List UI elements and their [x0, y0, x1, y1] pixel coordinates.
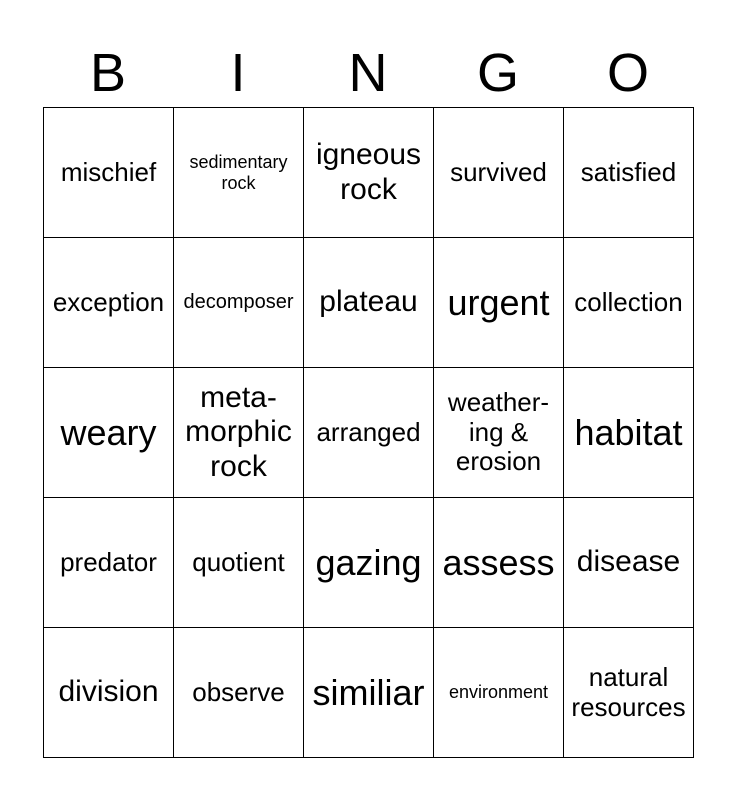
bingo-cell[interactable]: [173, 497, 304, 628]
header-letter-n: N: [348, 43, 388, 103]
bingo-header: [43, 40, 693, 106]
bingo-cell[interactable]: [173, 107, 304, 238]
cell-label: habitat: [574, 411, 683, 453]
bingo-cell[interactable]: [173, 367, 304, 498]
cell-label: gazing: [315, 541, 422, 583]
header-letter-b: B: [89, 43, 127, 103]
bingo-cell[interactable]: [563, 107, 694, 238]
cell-label: collection: [574, 286, 683, 317]
cell-label: survived: [450, 156, 547, 187]
cell-label: environment: [448, 682, 549, 703]
cell-label: urgent: [447, 281, 550, 323]
bingo-cell[interactable]: [563, 627, 694, 758]
cell-label: disease: [576, 545, 681, 579]
cell-label: weary: [60, 411, 157, 453]
header-letter-i: I: [230, 43, 246, 103]
bingo-cell[interactable]: [173, 237, 304, 368]
header-letter-g: G: [476, 43, 519, 103]
cell-label: sedimentary rock: [189, 151, 288, 193]
cell-label: natural resources: [571, 661, 686, 722]
bingo-cell[interactable]: [303, 497, 434, 628]
cell-label: observe: [192, 676, 285, 707]
bingo-board: [43, 107, 693, 757]
bingo-cell[interactable]: [563, 497, 694, 628]
bingo-cell[interactable]: [563, 237, 694, 368]
cell-label: igneous rock: [315, 138, 422, 206]
bingo-cell[interactable]: [43, 497, 174, 628]
cell-label: assess: [442, 541, 555, 583]
bingo-cell[interactable]: [303, 627, 434, 758]
bingo-cell[interactable]: [433, 367, 564, 498]
cell-label: meta- morphic rock: [185, 381, 292, 483]
cell-label: arranged: [316, 416, 421, 447]
bingo-cell[interactable]: [433, 107, 564, 238]
cell-label: plateau: [319, 285, 418, 319]
header-letter-o: O: [606, 43, 649, 103]
bingo-cell[interactable]: [43, 367, 174, 498]
bingo-cell[interactable]: [433, 497, 564, 628]
bingo-cell[interactable]: [303, 107, 434, 238]
bingo-cell[interactable]: [433, 237, 564, 368]
cell-label: predator: [60, 546, 157, 577]
bingo-cell[interactable]: [433, 627, 564, 758]
cell-label: similiar: [312, 671, 425, 713]
bingo-cell[interactable]: [563, 367, 694, 498]
cell-label: satisfied: [580, 156, 677, 187]
bingo-cell[interactable]: [303, 237, 434, 368]
cell-label: division: [58, 675, 159, 709]
bingo-cell[interactable]: [43, 237, 174, 368]
bingo-cell[interactable]: [43, 107, 174, 238]
bingo-cell[interactable]: [43, 627, 174, 758]
cell-label: mischief: [60, 156, 157, 187]
bingo-cell[interactable]: [173, 627, 304, 758]
cell-label: quotient: [192, 546, 285, 577]
cell-label: weather- ing & erosion: [447, 387, 550, 477]
bingo-cell[interactable]: [303, 367, 434, 498]
cell-label: decomposer: [183, 291, 294, 314]
cell-label: exception: [52, 286, 165, 317]
